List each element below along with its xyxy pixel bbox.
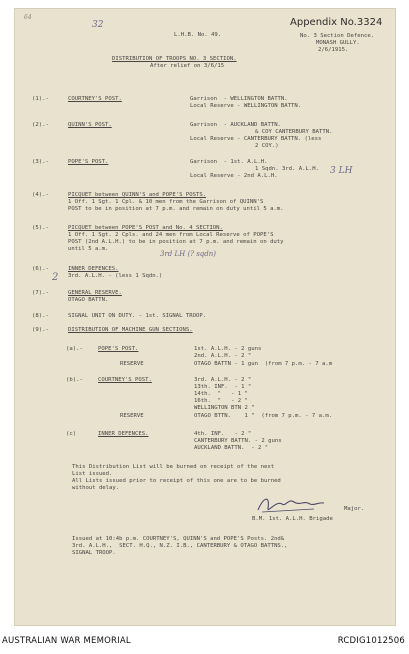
- subitem-line: 3rd. A.L.H. - 2 ": [194, 377, 252, 383]
- subitem-line: OTAGO BTTN. 1 " (from 7 p.m. - 7 a.m.: [194, 413, 333, 419]
- handwritten-note: 2: [52, 272, 59, 283]
- item-line: 1 Off. 1 Sgt. 1 Cpl. & 10 men from the Garrison of QUINN'S: [68, 199, 264, 205]
- item-line: 3rd. A.L.H. - (less 1 Sqdn.): [68, 273, 163, 279]
- item-line: SIGNAL UNIT ON DUTY. - 1st. SIGNAL TROOP.: [68, 313, 207, 319]
- subitem-heading: POPE'S POST.: [98, 346, 139, 352]
- reference-number: L.H.B. No. 49.: [174, 32, 222, 38]
- item-line: POST (2nd A.L.H.) to be in position at 7 p.m. and remain on duty: [68, 239, 284, 245]
- subitem-heading: INNER DEFENCES.: [98, 431, 149, 437]
- subitem-line: WELLINGTON BTN 2 ": [194, 405, 255, 411]
- issued-line: 3rd. A.L.H., SECT. H.Q., N.Z. I.B., CANTERBURY & OTAGO BATTNS.,: [72, 543, 288, 549]
- handwritten-note: 3 LH: [330, 166, 353, 176]
- subitem-line: CANTERBURY BATTN. - 2 guns: [194, 438, 282, 444]
- folio-number: 32: [92, 20, 104, 30]
- issued-line: Issued at 10:4b p.m. COURTNEY'S, QUINN'S and POPE'S Posts. 2nd&: [72, 536, 285, 542]
- item-line: 1 Off. 1 Sgt. 2 Cpls. and 24 men from Local Reserve of POPE'S: [68, 232, 274, 238]
- subitem-number: (b).-: [66, 377, 83, 383]
- archive-credit: AUSTRALIAN WAR MEMORIAL: [2, 636, 131, 646]
- place-line: MONASH GULLY.: [316, 40, 360, 46]
- item-number: (2).-: [32, 122, 49, 128]
- item-line: Local Reserve - WELLINGTON BATTN.: [190, 103, 302, 109]
- subitem-line: 4th. INF. - 2 ": [194, 431, 252, 437]
- item-number: (9).-: [32, 327, 49, 333]
- item-line: OTAGO BATTN.: [68, 297, 109, 303]
- item-heading: POPE'S POST.: [68, 159, 109, 165]
- subitem-number: (c): [66, 431, 77, 437]
- signatory-rank: Major.: [344, 506, 365, 512]
- item-line: Local Reserve - CANTERBURY BATTN. (less: [190, 136, 322, 142]
- item-heading: INNER DEFENCES.: [68, 266, 119, 272]
- handwritten-signature: [254, 492, 334, 518]
- issued-line: SIGNAL TROOP.: [72, 550, 116, 556]
- item-line: 1 Sqdn. 3rd. A.L.H.: [255, 166, 319, 172]
- reserve-label: RESERVE: [120, 413, 144, 419]
- corner-mark: 64: [24, 14, 32, 21]
- item-heading: PICQUET between POPE'S POST and No. 4 SECTION.: [68, 225, 223, 231]
- item-line: 2 COY.): [255, 143, 279, 149]
- reserve-label: RESERVE: [120, 361, 144, 367]
- subitem-number: (a).-: [66, 346, 83, 352]
- subitem-heading: COURTNEY'S POST.: [98, 377, 152, 383]
- appendix-stamp: Appendix No.3324: [290, 17, 383, 28]
- section-line: No. 3 Section Defence.: [300, 33, 375, 39]
- signatory-title: B.M. 1st. A.L.H. Brigade: [252, 516, 333, 522]
- subitem-line: 1st. A.L.H. - 2 guns: [194, 346, 262, 352]
- item-number: (3).-: [32, 159, 49, 165]
- date-line: 2/6/1915.: [318, 47, 349, 53]
- subitem-line: 14th. " - 1 ": [194, 391, 248, 397]
- handwritten-note: 3rd LH (? sqdn): [160, 250, 216, 258]
- subitem-line: AUCKLAND BATTN. - 2 ": [194, 445, 269, 451]
- item-number: (7).-: [32, 290, 49, 296]
- item-number: (4).-: [32, 192, 49, 198]
- item-line: until 5 a.m.: [68, 246, 109, 252]
- item-line: Garrison - 1st. A.L.H.: [190, 159, 268, 165]
- closing-text: without delay.: [72, 485, 120, 491]
- item-heading: QUINN'S POST.: [68, 122, 112, 128]
- document-subtitle: After relief on 3/6/15: [150, 63, 225, 69]
- item-number: (1).-: [32, 96, 49, 102]
- document-title: DISTRIBUTION OF TROOPS NO. 3 SECTION.: [112, 56, 237, 62]
- closing-text: All Lists issued prior to receipt of this one are to be burned: [72, 478, 281, 484]
- item-line: Garrison - WELLINGTON BATTN.: [190, 96, 288, 102]
- item-line: POST to be in position at 7 p.m. and remain on duty until 5 a.m.: [68, 206, 284, 212]
- item-heading: GENERAL RESERVE.: [68, 290, 122, 296]
- item-heading: DISTRIBUTION OF MACHINE GUN SECTIONS.: [68, 327, 193, 333]
- subitem-line: 13th. INF. - 1 ": [194, 384, 252, 390]
- item-line: Garrison - AUCKLAND BATTN.: [190, 122, 281, 128]
- closing-text: List issued.: [72, 471, 113, 477]
- subitem-line: 2nd. A.L.H. - 2 ": [194, 353, 252, 359]
- item-number: (8).-: [32, 313, 49, 319]
- item-heading: PICQUET between QUINN'S and POPE'S POSTS.: [68, 192, 207, 198]
- archive-reference: RCDIG1012506: [337, 636, 405, 646]
- item-line: Local Reserve - 2nd A.L.H.: [190, 173, 278, 179]
- subitem-line: 16th. " - 2 ": [194, 398, 248, 404]
- item-number: (5).-: [32, 225, 49, 231]
- closing-text: This Distribution List will be burned on receipt of the next: [72, 464, 275, 470]
- item-heading: COURTNEY'S POST.: [68, 96, 122, 102]
- item-number: (6).-: [32, 266, 49, 272]
- item-line: & COY CANTERBURY BATTN.: [255, 129, 333, 135]
- subitem-line: OTAGO BATTN - 1 gun (from 7 p.m. - 7 a.m: [194, 361, 333, 367]
